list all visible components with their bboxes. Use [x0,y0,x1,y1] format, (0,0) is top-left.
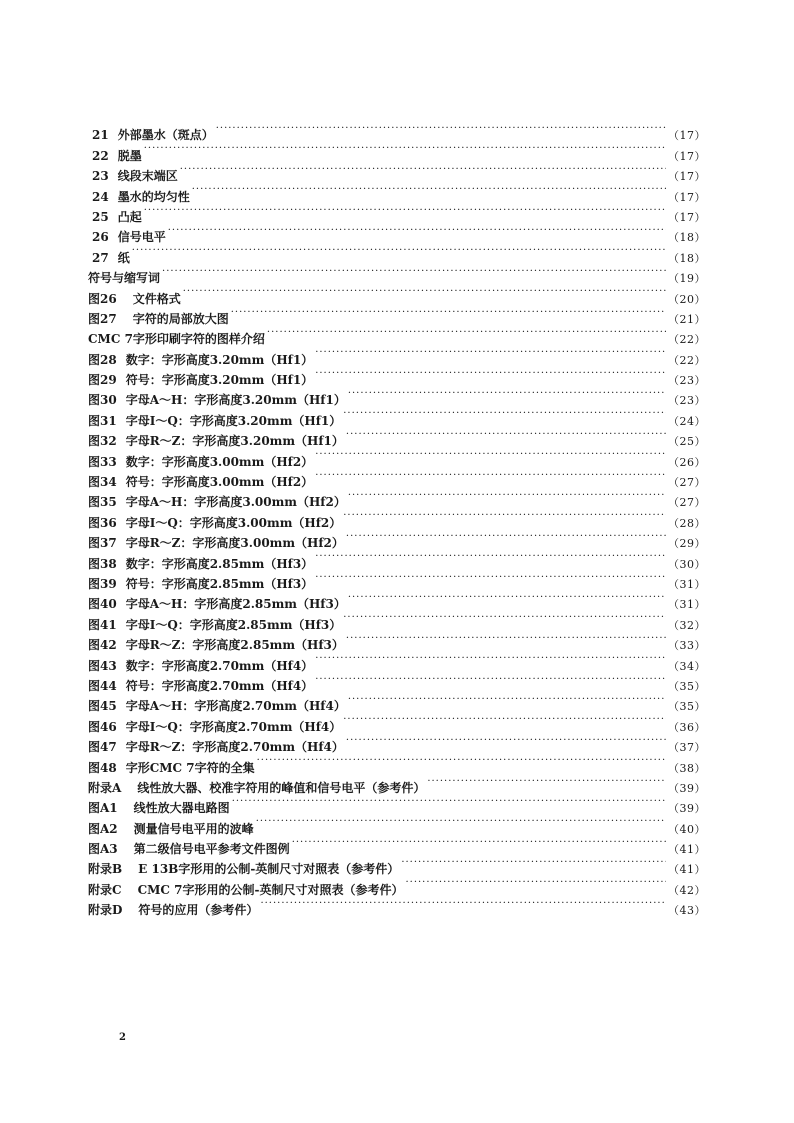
toc-entry-title: 数字：字形高度3.00mm（Hf2） [125,454,314,469]
toc-leader-dots [427,772,666,792]
toc-entry-number: 图48 [88,760,117,775]
toc-entry-page: （23） [668,374,706,388]
toc-entry-page: （34） [668,659,706,673]
toc-entry-page: （18） [668,231,706,245]
toc-entry-25 [88,201,706,224]
toc-entry-page: （26） [668,455,706,469]
toc-leader-dots [315,343,666,363]
toc-entry-page: （33） [668,639,706,653]
toc-entry-page: （25） [668,435,706,449]
toc-entry-number: 图40 [88,597,117,612]
toc-entry-number: 图37 [88,536,117,551]
toc-leader-dots [346,731,666,751]
toc-leader-dots [292,833,666,853]
toc-leader-dots [346,629,666,649]
toc-entry-number: 图41 [88,617,117,632]
toc-entry-number: 图32 [88,434,117,449]
toc-entry-page: （41） [668,863,706,877]
toc-leader-dots [348,690,666,710]
toc-entry-page: （17） [668,190,706,204]
toc-entry-title: 字母R～Z：字形高度2.85mm（Hf3） [125,638,344,653]
toc-entry-page: （29） [668,537,706,551]
toc-entry-page: （39） [668,781,706,795]
toc-entry-page: （27） [668,496,706,510]
toc-entry-page: （17） [668,149,706,163]
toc-leader-dots [144,139,666,159]
toc-leader-dots [348,384,666,404]
toc-entry-fig26 [88,282,706,306]
toc-entry-title: 字符的局部放大图 [132,311,229,326]
toc-entry-page: （27） [668,476,706,490]
toc-leader-dots [315,670,666,690]
toc-entry-title: 符号：字形高度2.85mm（Hf3） [125,576,314,591]
toc-entry-number: 图43 [88,658,117,673]
toc-entry-number: 图44 [88,678,117,693]
toc-entry-title: CMC 7字形用的公制-英制尺寸对照表（参考件） [137,882,404,897]
toc-entry-page: （28） [668,516,706,530]
toc-entry-page: （17） [668,129,706,143]
toc-leader-dots [216,119,666,139]
toc-entry-title: 字形CMC 7字符的全集 [125,760,255,775]
toc-entry-page: （41） [668,843,706,857]
toc-leader-dots [405,873,666,893]
toc-entry-title: 字母I～Q：字形高度2.85mm（Hf3） [125,617,342,632]
toc-entry-title: 字母I～Q：字形高度2.70mm（Hf4） [125,719,342,734]
toc-entry-page: （24） [668,414,706,428]
toc-entry-number: 图29 [88,373,117,388]
toc-entry-page: （17） [668,210,706,224]
toc-entry-title: 符号：字形高度3.20mm（Hf1） [125,373,314,388]
toc-entry-title: 符号：字形高度3.00mm（Hf2） [125,475,314,490]
toc-leader-dots [180,160,666,180]
toc-leader-dots [343,608,666,628]
toc-entry-page: （37） [668,741,706,755]
toc-entry-number: 22 [92,148,109,163]
toc-entry-page: （22） [668,333,706,347]
toc-entry-number: 附录C [88,882,122,897]
toc-entry-number: 图33 [88,454,117,469]
toc-entry-number: 图30 [88,393,117,408]
toc-entry-title: 字母A～H：字形高度2.85mm（Hf3） [125,597,346,612]
toc-leader-dots [315,364,666,384]
toc-entry-title: 文件格式 [132,291,181,306]
toc-leader-dots [343,506,666,526]
toc-entry-number: 图A1 [88,801,118,816]
toc-entry-title: CMC 7字形印刷字符的图样介绍 [88,332,265,347]
toc-entry-title: 字母I～Q：字形高度3.20mm（Hf1） [125,413,342,428]
toc-entry-page: （19） [668,272,706,286]
toc-leader-dots [348,486,666,506]
toc-entry-page: （36） [668,720,706,734]
toc-entry-page: （22） [668,353,706,367]
toc-entry-number: 图31 [88,413,117,428]
toc-entry-title: 线段末端区 [117,169,178,184]
toc-leader-dots [162,262,666,282]
toc-entry-number: 图A3 [88,842,118,857]
toc-entry-title: 纸 [117,250,130,265]
toc-entry-title: 测量信号电平用的波峰 [133,821,254,836]
toc-entry-number: 图39 [88,576,117,591]
toc-entry-title: 数字：字形高度3.20mm（Hf1） [125,352,314,367]
toc-entry-number: 图A2 [88,821,118,836]
toc-entry-number: 附录B [88,862,123,877]
toc-leader-dots [168,221,666,241]
toc-leader-dots [315,547,666,567]
toc-entry-27 [88,241,706,265]
toc-entry-page: （43） [668,904,706,918]
toc-entry-title: 字母A～H：字形高度3.20mm（Hf1） [125,393,346,408]
toc-leader-dots [256,812,666,832]
toc-entry-page: （42） [668,883,706,897]
toc-entry-title: 墨水的均匀性 [117,189,190,204]
toc-entry-page: （21） [668,312,706,326]
toc-entry-number: 图36 [88,515,117,530]
toc-leader-dots [132,241,666,261]
toc-leader-dots [348,588,666,608]
toc-entry-number: 附录A [88,780,122,795]
toc-leader-dots [267,323,666,343]
toc-leader-dots [315,445,666,465]
toc-leader-dots [183,282,666,302]
toc-entry-number: 图38 [88,556,117,571]
toc-entry-21 [88,119,706,143]
toc-entry-title: 线性放大器电路图 [133,801,230,816]
toc-entry-page: （40） [668,822,706,836]
toc-leader-dots [315,466,666,486]
toc-leader-dots [232,792,666,812]
toc-entry-title: 符号与缩写词 [88,271,161,286]
toc-entry-title: 数字：字形高度2.70mm（Hf4） [125,658,314,673]
toc-entry-page: （20） [668,292,706,306]
page-number: 2 [119,1032,126,1043]
toc-entry-page: （35） [668,700,706,714]
toc-entry-number: 图35 [88,495,117,510]
toc-entry-number: 图27 [88,311,117,326]
toc-leader-dots [144,201,666,221]
toc-entry-title: 字母I～Q：字形高度3.00mm（Hf2） [125,515,342,530]
toc-entry-page: （17） [668,170,706,184]
toc-entry-page: （39） [668,802,706,816]
toc-entry-title: 字母R～Z：字形高度2.70mm（Hf4） [125,740,344,755]
toc-entry-title: 脱墨 [117,148,142,163]
toc-entry-title: 字母R～Z：字形高度3.00mm（Hf2） [125,536,344,551]
toc-entry-title: 凸起 [117,209,142,224]
toc-entry-24 [88,180,706,204]
toc-leader-dots [315,649,666,669]
toc-entry-title: 字母A～H：字形高度2.70mm（Hf4） [125,699,346,714]
toc-entry-page: （30） [668,557,706,571]
toc-entry-number: 附录D [88,903,123,918]
toc-entry-page: （31） [668,577,706,591]
toc-entry-title: E 13B字形用的公制-英制尺寸对照表（参考件） [138,862,400,877]
toc-entry-number: 26 [92,230,109,245]
toc-leader-dots [343,710,666,730]
toc-entry-number: 图42 [88,638,117,653]
toc-entry-number: 图34 [88,475,117,490]
toc-entry-number: 图28 [88,352,117,367]
toc-entry-title: 符号：字形高度2.70mm（Hf4） [125,678,314,693]
toc-leader-dots [401,853,666,873]
toc-entry-number: 24 [92,189,109,204]
toc-entry-number: 27 [92,250,109,265]
toc-entry-number: 21 [92,128,109,143]
toc-entry-title: 外部墨水（斑点） [117,128,214,143]
toc-leader-dots [343,404,666,424]
toc-leader-dots [257,751,666,771]
toc-entry-page: （23） [668,394,706,408]
toc-entry-title: 第二级信号电平参考文件图例 [133,842,290,857]
toc-entry-title: 符号的应用（参考件） [138,903,259,918]
toc-leader-dots [315,568,666,588]
table-of-contents [88,119,706,918]
toc-entry-page: （31） [668,598,706,612]
toc-entry-number: 25 [92,209,109,224]
toc-entry-number: 23 [92,169,109,184]
toc-entry-title: 字母R～Z：字形高度3.20mm（Hf1） [125,434,344,449]
toc-leader-dots [231,303,666,323]
toc-entry-page: （18） [668,251,706,265]
toc-entry-title: 数字：字形高度2.85mm（Hf3） [125,556,314,571]
toc-entry-number: 图47 [88,740,117,755]
toc-entry-number: 图46 [88,719,117,734]
toc-entry-page: （38） [668,761,706,775]
toc-leader-dots [192,180,666,200]
toc-entry-number: 图45 [88,699,117,714]
toc-entry-26 [88,221,706,245]
toc-entry-title: 字母A～H：字形高度3.00mm（Hf2） [125,495,346,510]
toc-leader-dots [346,425,666,445]
toc-entry-23 [88,160,706,184]
toc-entry-22 [88,139,706,163]
toc-leader-dots [346,527,666,547]
toc-entry-title: 信号电平 [117,230,166,245]
toc-leader-dots [260,894,666,914]
toc-entry-title: 线性放大器、校准字符用的峰值和信号电平（参考件） [137,780,426,795]
toc-entry-page: （35） [668,679,706,693]
toc-entry-number: 图26 [88,291,117,306]
toc-entry-symbols [88,262,706,286]
toc-entry-page: （32） [668,618,706,632]
